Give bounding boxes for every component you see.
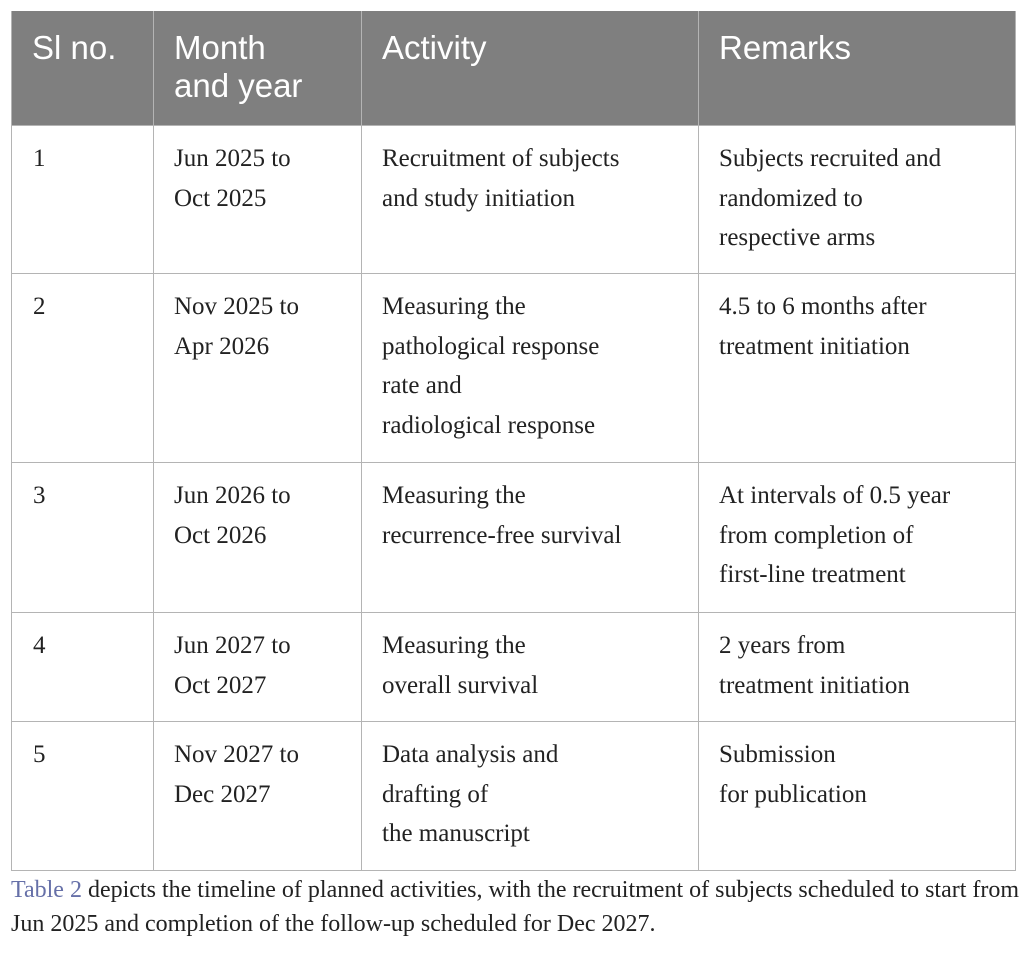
cell-line: Measuring the [382,482,526,509]
cell-line: Activity [382,29,487,66]
cell-line: from completion of [719,521,914,549]
table-row [12,463,1016,613]
cell-line: recurrence-free survival [382,521,622,549]
cell-line: Data analysis and [382,741,559,768]
cell-remarks [699,274,1016,463]
cell-line: the manuscript [382,820,530,847]
cell-line: Subjects recruited and [719,145,942,172]
header-activity [362,11,699,126]
timeline-table-container [11,11,1015,871]
cell-line: Nov 2027 to [174,741,299,768]
cell-line: 2 years from [719,632,846,659]
table-row [12,613,1016,722]
cell-line: Jun 2027 to [174,632,291,659]
cell-line: Month [174,29,266,66]
cell-month-year [154,463,362,613]
cell-line: Dec 2027 [174,780,271,808]
cell-line: Nov 2025 to [174,293,299,320]
table-row [12,274,1016,463]
cell-line: Remarks [719,29,852,66]
cell-line: Measuring the [382,632,526,659]
cell-sl-no: 2 [12,274,154,463]
header-month-and-year [154,11,362,126]
cell-activity [362,463,699,613]
cell-line: Measuring the [382,293,526,320]
cell-sl-no: 1 [12,126,154,274]
cell-line: Oct 2027 [174,671,267,699]
cell-line: Oct 2026 [174,521,267,549]
cell-activity [362,722,699,871]
timeline-table [11,11,1016,871]
cell-activity [362,613,699,722]
cell-line: treatment initiation [719,671,910,699]
cell-line: rate and [382,372,462,399]
cell-line: and study initiation [382,184,576,212]
cell-line: randomized to [719,184,863,212]
cell-line: Recruitment of subjects [382,145,620,172]
cell-line: Jun 2025 to [174,145,291,172]
cell-month-year [154,274,362,463]
table-caption [11,873,1021,941]
table-body [12,126,1016,871]
cell-line: Submission [719,741,836,768]
cell-month-year [154,722,362,871]
table-row [12,126,1016,274]
cell-month-year [154,126,362,274]
cell-remarks [699,613,1016,722]
cell-line: 4.5 to 6 months after [719,293,927,320]
table-row [12,722,1016,871]
header-row [12,11,1016,126]
cell-line: overall survival [382,671,539,699]
cell-sl-no: 5 [12,722,154,871]
cell-remarks [699,463,1016,613]
cell-remarks [699,126,1016,274]
cell-sl-no: 4 [12,613,154,722]
cell-line: and year [174,67,303,104]
table-reference-link[interactable]: Table 2 [11,877,82,903]
caption-text: depicts the timeline of planned activities, with the recruitment of subjects scheduled to start from Jun 2025 and completion of the follow-up scheduled for Dec 2027. [11,877,1020,937]
cell-month-year [154,613,362,722]
cell-activity [362,126,699,274]
cell-sl-no: 3 [12,463,154,613]
cell-line: treatment initiation [719,332,910,360]
cell-line: for publication [719,780,867,808]
cell-line: At intervals of 0.5 year [719,482,951,509]
cell-line: Apr 2026 [174,332,270,360]
cell-remarks [699,722,1016,871]
cell-line: Jun 2026 to [174,482,291,509]
header-sl-no [12,11,154,126]
cell-activity [362,274,699,463]
cell-line: Oct 2025 [174,184,267,212]
cell-line: radiological response [382,411,596,439]
header-remarks [699,11,1016,126]
cell-line: pathological response [382,332,600,360]
cell-line: first-line treatment [719,561,906,588]
cell-line: Sl no. [32,29,117,66]
cell-line: respective arms [719,224,876,251]
cell-line: drafting of [382,780,489,808]
table-header [12,11,1016,126]
